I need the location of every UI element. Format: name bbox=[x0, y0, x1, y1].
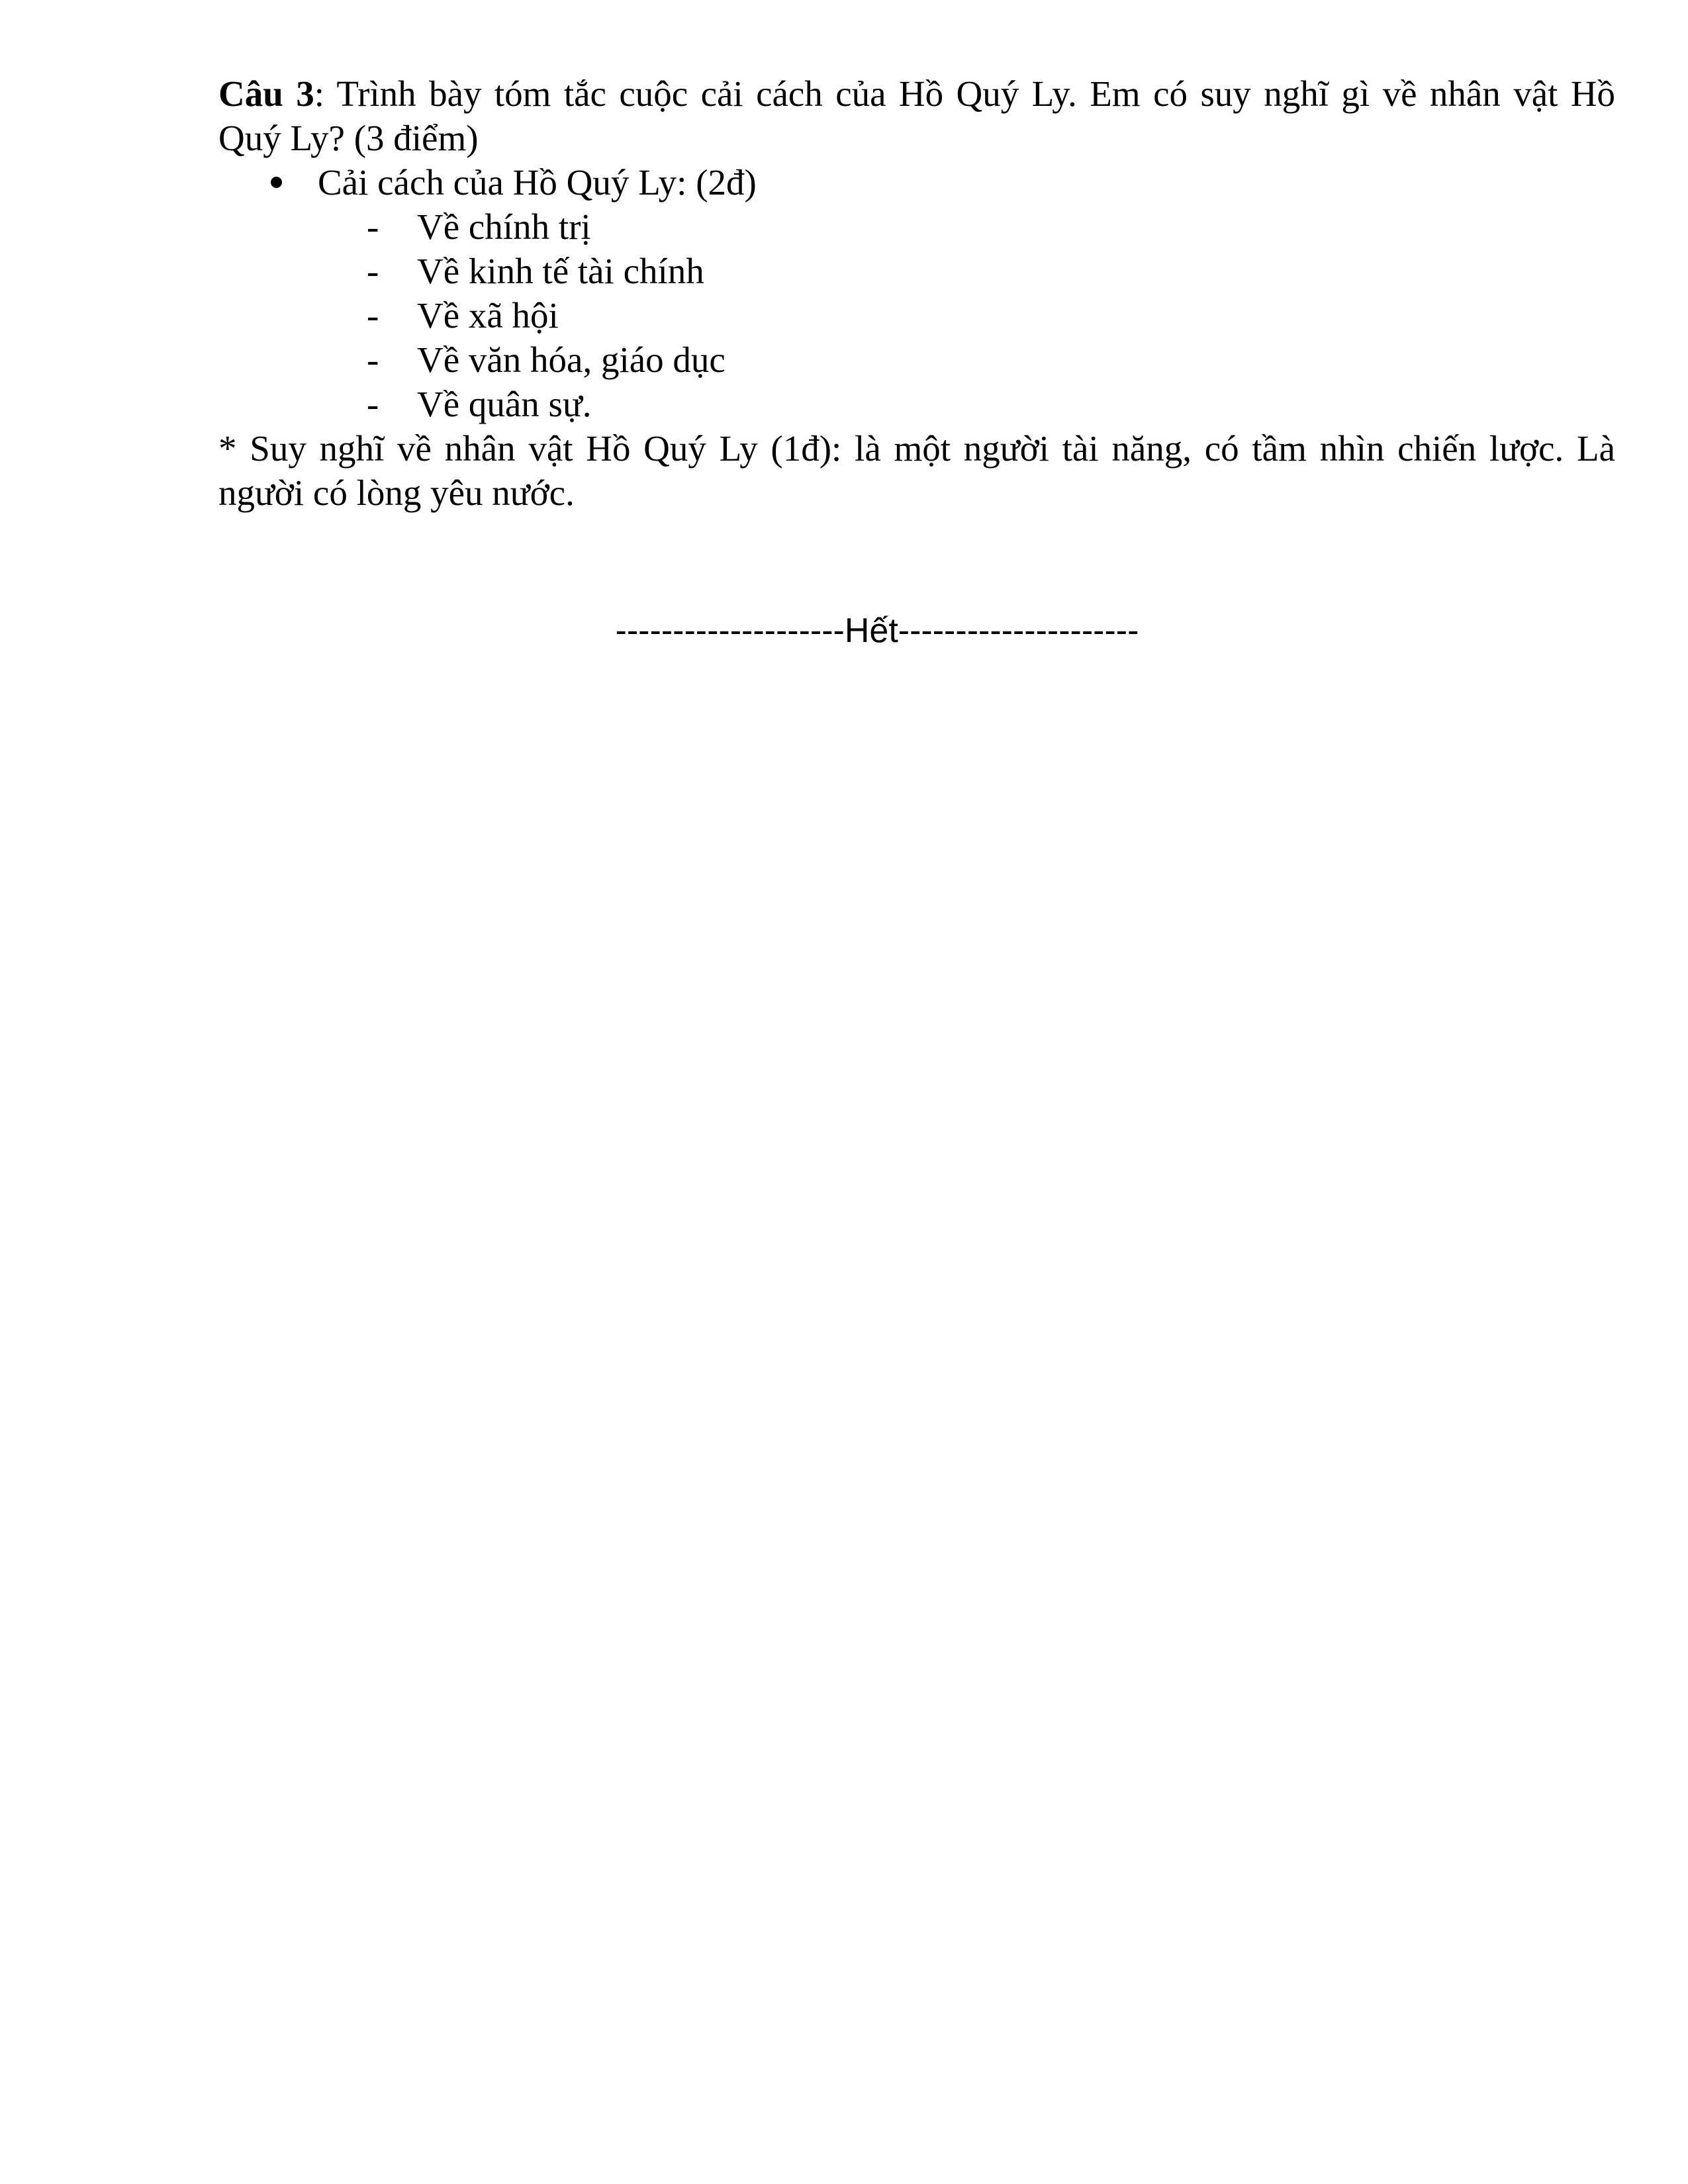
dash-mark: - bbox=[367, 384, 379, 424]
answer-content bbox=[218, 71, 1615, 515]
dash-item bbox=[218, 382, 1615, 426]
reflection-text-1: * Suy nghĩ về nhân vật Hồ Quý Ly (1đ): là một người tài năng, có tầm nhìn chiến lược. Là bbox=[218, 428, 1615, 469]
dash-mark: - bbox=[367, 206, 379, 247]
question-line-1 bbox=[218, 71, 1615, 116]
bullet-text: Cải cách của Hồ Quý Ly: (2đ) bbox=[318, 162, 757, 203]
question-text-2: Quý Ly? (3 điểm) bbox=[218, 118, 479, 158]
end-marker: --------------------Hết--------------------- bbox=[615, 612, 1139, 650]
dash-mark: - bbox=[367, 295, 379, 336]
question-line-2 bbox=[218, 116, 1615, 160]
dash-item bbox=[218, 249, 1615, 293]
dash-item-text: Về văn hóa, giáo dục bbox=[417, 340, 726, 380]
reflection-line-1 bbox=[218, 426, 1615, 471]
dash-mark: - bbox=[367, 340, 379, 380]
dash-item-text: Về quân sự. bbox=[417, 384, 592, 424]
dash-mark: - bbox=[367, 251, 379, 291]
dash-item bbox=[218, 205, 1615, 249]
bullet-item bbox=[218, 160, 1615, 205]
dash-item-text: Về chính trị bbox=[417, 206, 591, 247]
dash-item-text: Về xã hội bbox=[417, 295, 559, 336]
dash-item bbox=[218, 293, 1615, 338]
question-label: Câu 3 bbox=[218, 73, 314, 114]
dash-item bbox=[218, 338, 1615, 382]
reflection-line-2 bbox=[218, 471, 1615, 515]
dash-item-text: Về kinh tế tài chính bbox=[417, 251, 704, 291]
reflection-text-2: người có lòng yêu nước. bbox=[218, 473, 575, 513]
bullet-dot-icon bbox=[271, 177, 282, 188]
question-text-1: : Trình bày tóm tắc cuộc cải cách của Hồ Quý Ly. Em có suy nghĩ gì về nhân vật Hồ bbox=[314, 73, 1616, 114]
